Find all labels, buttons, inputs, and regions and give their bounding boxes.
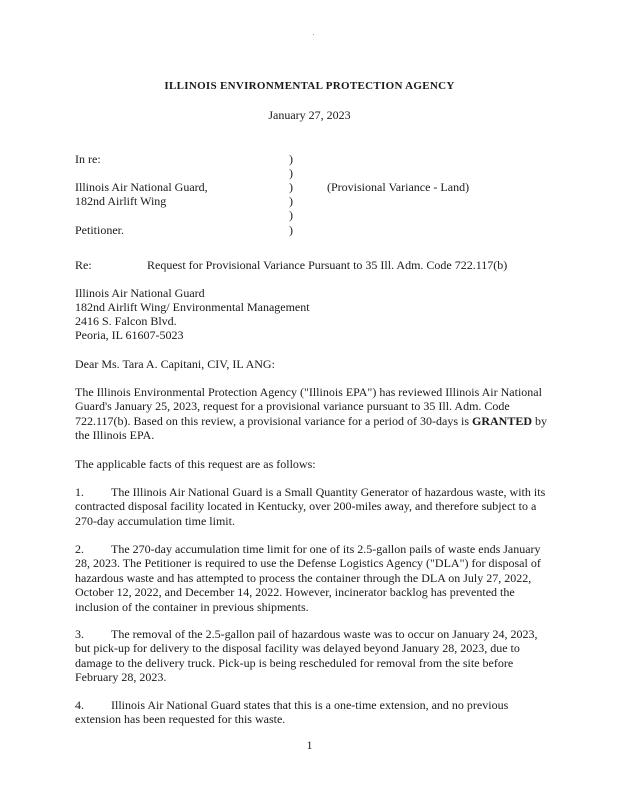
facts-intro: The applicable facts of this request are as follows: bbox=[75, 457, 316, 471]
address-line: 182nd Airlift Wing/ Environmental Management bbox=[75, 300, 310, 314]
caption-paren: ) bbox=[289, 180, 293, 194]
caption-paren: ) bbox=[289, 194, 293, 208]
re-label: Re: bbox=[75, 258, 92, 272]
caption-petitioner: Petitioner. bbox=[75, 223, 124, 237]
granted-emphasis: GRANTED bbox=[472, 413, 533, 428]
intro-text: The Illinois Environmental Protection Agency ("Illinois EPA") has reviewed Illinois Air National Guard's January 25, 2023, request for a provisional variance pursuant to 35 Ill. Adm. Code 722.117(b). Based on this review, a provisional variance for a period of 30-days is bbox=[75, 385, 542, 428]
fact-number: 2. bbox=[75, 542, 84, 556]
fact-text: The 270-day accumulation time limit for one of its 2.5-gallon pails of waste ends January 28, 2023. The Petitioner is required to use the Defense Logistics Agency ("DLA") for disposal of hazardous waste and has attempted to process the container through the DLA on July 27, 2022, October 12, 2022, and December 14, 2022. However, incinerator backlog has prevented the inclusion of the container in previous shipments. bbox=[75, 542, 541, 614]
scan-speck bbox=[313, 34, 314, 35]
fact-paragraph bbox=[75, 698, 553, 727]
fact-number: 4. bbox=[75, 698, 84, 712]
caption-party-line1: Illinois Air National Guard, bbox=[75, 180, 208, 194]
caption-in-re: In re: bbox=[75, 152, 101, 166]
fact-paragraph bbox=[75, 485, 553, 528]
caption-matter-type: (Provisional Variance - Land) bbox=[327, 180, 470, 194]
letter-date: January 27, 2023 bbox=[268, 108, 351, 122]
agency-title: ILLINOIS ENVIRONMENTAL PROTECTION AGENCY bbox=[164, 80, 455, 92]
caption-paren: ) bbox=[289, 223, 293, 237]
re-subject: Request for Provisional Variance Pursuant to 35 Ill. Adm. Code 722.117(b) bbox=[147, 258, 508, 272]
caption-paren: ) bbox=[289, 166, 293, 180]
fact-paragraph bbox=[75, 542, 553, 614]
caption-paren: ) bbox=[289, 152, 293, 166]
address-line: Illinois Air National Guard bbox=[75, 286, 205, 300]
caption-party-line2: 182nd Airlift Wing bbox=[75, 194, 167, 208]
page-number: 1 bbox=[306, 738, 313, 752]
intro-text-end: by the Illinois EPA. bbox=[75, 413, 548, 443]
caption-paren: ) bbox=[289, 208, 293, 222]
fact-text: Illinois Air National Guard states that this is a one-time extension, and no previous extension has been requested for this waste. bbox=[75, 698, 509, 727]
fact-number: 1. bbox=[75, 485, 84, 499]
fact-text: The Illinois Air National Guard is a Small Quantity Generator of hazardous waste, with its contracted disposal facility located in Kentucky, over 200-miles away, and therefore subject to a 270-day accumulation time limit. bbox=[75, 485, 546, 528]
fact-number: 3. bbox=[75, 627, 84, 641]
salutation: Dear Ms. Tara A. Capitani, CIV, IL ANG: bbox=[75, 357, 275, 371]
fact-text: The removal of the 2.5-gallon pail of hazardous waste was to occur on January 24, 2023, but pick-up for delivery to the disposal facility was delayed beyond January 28, 2023, due to damage to the delivery truck. Pick-up is being rescheduled for removal from the site before February 28, 2023. bbox=[75, 627, 538, 685]
address-line: Peoria, IL 61607-5023 bbox=[75, 328, 184, 342]
intro-paragraph bbox=[75, 385, 553, 443]
address-line: 2416 S. Falcon Blvd. bbox=[75, 314, 177, 328]
fact-paragraph bbox=[75, 627, 553, 685]
